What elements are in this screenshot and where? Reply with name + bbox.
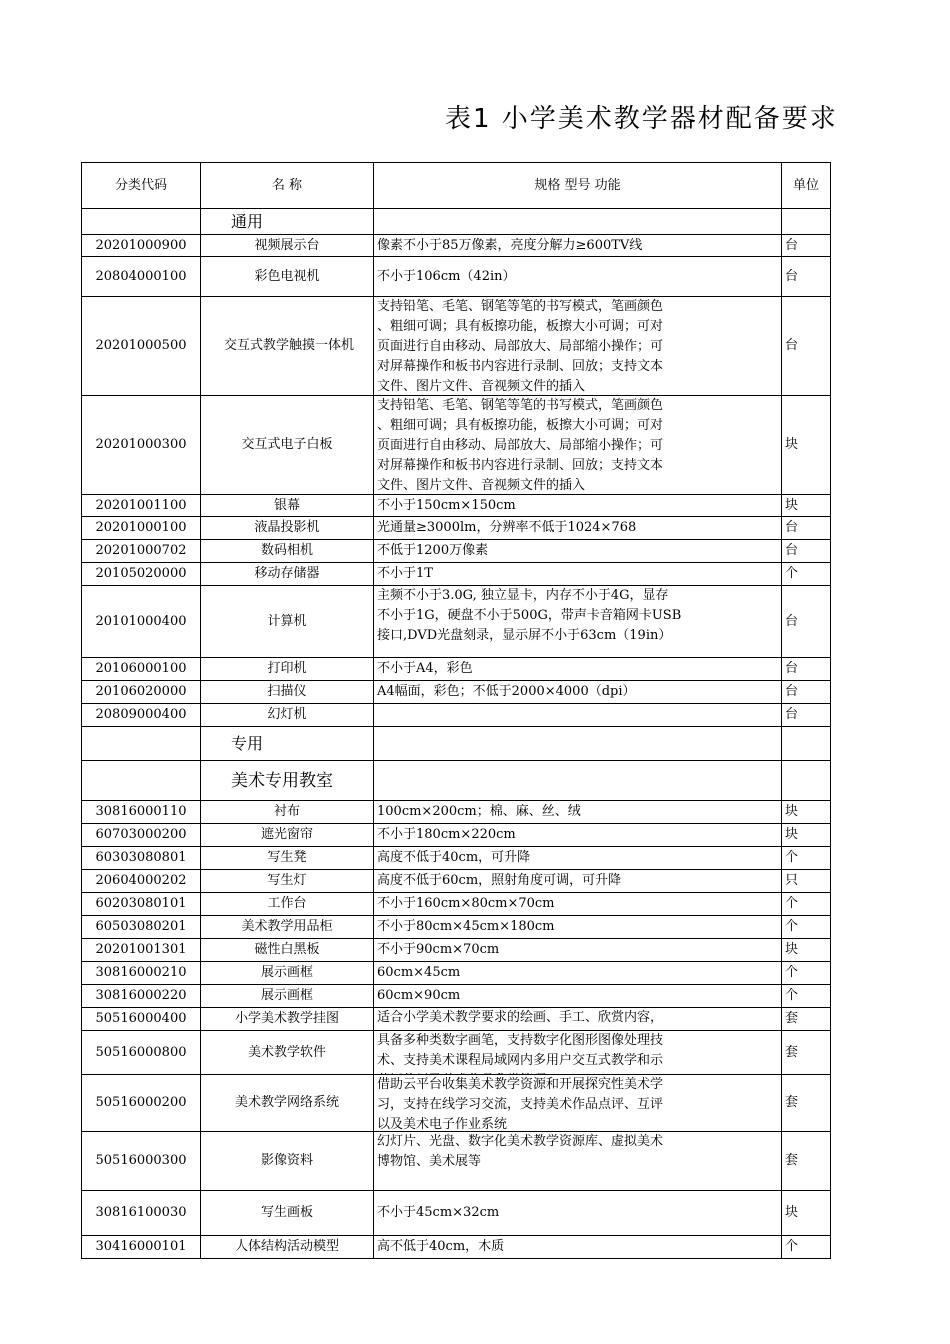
item-spec-line: 高度不低于60cm，照射角度可调，可升降 [377,873,622,888]
item-spec [374,801,782,824]
item-code: 20201000500 [82,297,201,396]
item-unit: 个 [782,847,831,870]
item-spec-line: 以及美术电子作业系统 [377,1117,508,1131]
item-spec-line: 接口,DVD光盘刻录，显示屏不小于63cm（19in） [377,628,672,643]
item-code: 30816100030 [82,1191,201,1236]
item-spec-line: 不小于1G，硬盘不小于500G，带声卡音箱网卡USB [377,608,682,623]
table-row [82,847,831,870]
item-code: 20201000900 [82,235,201,257]
item-unit: 只 [782,870,831,893]
table-row [82,1031,831,1075]
item-spec [374,985,782,1008]
item-spec-line: 术、支持美术课程局域网内多用户交互式教学和示 [377,1053,664,1068]
item-code: 20604000202 [82,870,201,893]
item-unit: 块 [782,396,831,495]
item-spec [374,1075,782,1132]
item-code: 20804000100 [82,257,201,297]
item-unit: 个 [782,962,831,985]
item-code: 30816000210 [82,962,201,985]
item-name: 液晶投影机 [201,517,374,540]
table-row [82,1008,831,1031]
item-code: 20201000100 [82,517,201,540]
item-spec-line: 习，支持在线学习交流，支持美术作品点评、互评 [377,1097,664,1112]
item-name: 影像资料 [201,1132,374,1191]
item-spec-line: 页面进行自由移动、局部放大、局部缩小操作；可 [377,438,664,453]
item-unit: 台 [782,517,831,540]
item-spec-line: 不小于90cm×70cm [377,942,500,957]
section-code-cell [82,727,201,761]
item-code: 50516000300 [82,1132,201,1191]
item-name: 美术教学软件 [201,1031,374,1075]
item-code: 30416000101 [82,1236,201,1259]
item-spec-line: 、粗细可调；具有板擦功能，板擦大小可调；可对 [377,418,664,433]
item-spec-line: 对屏幕操作和板书内容进行录制、回放；支持文本 [377,359,664,374]
item-spec-line: 、粗细可调；具有板擦功能，板擦大小可调；可对 [377,319,664,334]
item-spec [374,1236,782,1259]
item-spec [374,517,782,540]
table-row [82,257,831,297]
item-spec-line: 不小于A4，彩色 [377,661,473,676]
item-name: 计算机 [201,586,374,658]
table-row [82,396,831,495]
item-code: 20809000400 [82,704,201,727]
item-unit: 台 [782,297,831,396]
item-name: 衬布 [201,801,374,824]
table-row [82,540,831,563]
table-row [82,517,831,540]
item-code: 60303080801 [82,847,201,870]
table-row [82,916,831,939]
item-spec-line: 页面进行自由移动、局部放大、局部缩小操作；可 [377,339,664,354]
table-row [82,297,831,396]
item-spec-line: 幻灯片、光盘、数字化美术教学资源库、虚拟美术 [377,1134,664,1149]
section-row [82,209,831,235]
item-code: 60503080201 [82,916,201,939]
item-spec-line: 不小于150cm×150cm [377,497,516,513]
item-spec [374,658,782,681]
item-name: 数码相机 [201,540,374,563]
item-name: 写生灯 [201,870,374,893]
item-name: 银幕 [201,495,374,517]
table-row [82,801,831,824]
table-row [82,1191,831,1236]
item-spec-line: 高不低于40cm，木质 [377,1239,505,1254]
item-name: 磁性白黑板 [201,939,374,962]
item-spec [374,916,782,939]
table-row [82,939,831,962]
item-spec [374,1031,782,1075]
item-unit: 个 [782,916,831,939]
section-spec-cell [374,761,782,801]
item-name: 工作台 [201,893,374,916]
item-unit: 台 [782,540,831,563]
section-row [82,727,831,761]
item-name: 彩色电视机 [201,257,374,297]
table-row [82,962,831,985]
header-unit: 单位 [782,163,831,209]
item-spec [374,962,782,985]
table-row [82,1132,831,1191]
item-unit: 个 [782,563,831,586]
table-row [82,235,831,257]
item-spec-line: 博物馆、美术展等 [377,1154,482,1169]
item-code: 20201001301 [82,939,201,962]
item-unit: 块 [782,939,831,962]
item-spec-line: 高度不低于40cm，可升降 [377,850,531,865]
item-spec-line: 文件、图片文件、音视频文件的插入 [377,478,586,493]
item-spec [374,540,782,563]
item-code: 20201000702 [82,540,201,563]
item-name: 扫描仪 [201,681,374,704]
section-unit-cell [782,761,831,801]
item-spec [374,235,782,257]
header-code: 分类代码 [82,163,201,209]
item-code: 20201000300 [82,396,201,495]
item-code: 30816000110 [82,801,201,824]
item-name: 视频展示台 [201,235,374,257]
item-spec-line: 借助云平台收集美术教学资源和开展探究性美术学 [377,1077,664,1092]
item-unit: 台 [782,235,831,257]
item-name: 交互式教学触摸一体机 [201,297,374,396]
item-spec-line: 文件、图片文件、音视频文件的插入 [377,379,586,394]
item-unit: 套 [782,1008,831,1031]
item-code: 60703000200 [82,824,201,847]
table-row [82,1075,831,1132]
item-unit: 块 [782,801,831,824]
item-spec-line: 不小于160cm×80cm×70cm [377,896,555,911]
section-label: 美术专用教室 [201,761,374,801]
item-code: 50516000200 [82,1075,201,1132]
item-spec-line: 主频不小于3.0G, 独立显卡，内存不小于4G，显存 [377,588,669,603]
item-spec [374,704,782,727]
section-spec-cell [374,727,782,761]
item-code: 50516000400 [82,1008,201,1031]
equipment-table [81,162,831,1259]
item-spec [374,586,782,658]
item-spec [374,1008,782,1031]
item-name: 写生凳 [201,847,374,870]
item-name: 美术教学用品柜 [201,916,374,939]
item-unit: 台 [782,681,831,704]
item-spec-line: 光通量≥3000lm，分辨率不低于1024×768 [377,520,637,535]
item-spec-line: A4幅面，彩色；不低于2000×4000（dpi） [377,684,636,699]
item-unit: 个 [782,893,831,916]
item-spec [374,563,782,586]
item-spec-line: 不小于1T [377,566,433,581]
item-spec [374,396,782,495]
item-name: 遮光窗帘 [201,824,374,847]
table-row [82,681,831,704]
item-spec-line: 60cm×45cm [377,965,461,980]
item-unit: 台 [782,586,831,658]
section-label: 专用 [201,727,374,761]
item-spec-line: 具备多种类数字画笔，支持数字化图形图像处理技 [377,1033,664,1048]
table-row [82,563,831,586]
item-name: 幻灯机 [201,704,374,727]
item-spec-line: 不小于180cm×220cm [377,827,516,842]
item-code: 20101000400 [82,586,201,658]
item-spec [374,824,782,847]
item-spec-line: 不低于1200万像素 [377,543,489,558]
table-row [82,586,831,658]
table-row [82,985,831,1008]
item-spec-line: 支持铅笔、毛笔、钢笔等笔的书写模式，笔画颜色 [377,299,664,314]
item-name: 写生画板 [201,1191,374,1236]
item-spec-line: 100cm×200cm；棉、麻、丝、绒 [377,804,581,819]
item-spec [374,1191,782,1236]
item-spec-line: 适合小学美术教学要求的绘画、手工、欣赏内容， [377,1010,664,1025]
item-spec-line: 60cm×90cm [377,988,461,1003]
table-row [82,893,831,916]
item-unit: 块 [782,1191,831,1236]
item-code: 20106000100 [82,658,201,681]
item-spec-line: 不小于45cm×32cm [377,1205,500,1220]
item-spec [374,297,782,396]
item-spec [374,495,782,517]
item-name: 交互式电子白板 [201,396,374,495]
section-unit-cell [782,209,831,235]
header-name: 名 称 [201,163,374,209]
item-spec [374,939,782,962]
table-row [82,1236,831,1259]
section-unit-cell [782,727,831,761]
item-spec-line: 不小于80cm×45cm×180cm [377,919,555,934]
item-name: 展示画框 [201,985,374,1008]
item-unit: 块 [782,495,831,517]
item-name: 打印机 [201,658,374,681]
item-unit: 套 [782,1075,831,1132]
section-row [82,761,831,801]
item-name: 小学美术教学挂图 [201,1008,374,1031]
table-row [82,824,831,847]
section-code-cell [82,209,201,235]
item-code: 20201001100 [82,495,201,517]
item-code: 50516000800 [82,1031,201,1075]
item-unit: 台 [782,658,831,681]
section-spec-cell [374,209,782,235]
item-unit: 台 [782,257,831,297]
item-spec-line: 像素不小于85万像素，亮度分解力≥600TV线 [377,237,643,253]
section-label: 通用 [201,209,374,235]
table-row [82,495,831,517]
section-code-cell [82,761,201,801]
item-name: 展示画框 [201,962,374,985]
item-unit: 个 [782,985,831,1008]
item-unit: 个 [782,1236,831,1259]
item-unit: 块 [782,824,831,847]
item-name: 美术教学网络系统 [201,1075,374,1132]
item-spec [374,257,782,297]
table-header-row [82,163,831,209]
item-spec [374,1132,782,1191]
page-title: 表1 小学美术教学器材配备要求 [445,104,838,134]
table-row [82,870,831,893]
table-row [82,704,831,727]
item-spec-line: 支持铅笔、毛笔、钢笔等笔的书写模式，笔画颜色 [377,398,664,413]
item-spec-line: 不小于106cm（42in） [377,268,516,284]
item-name: 移动存储器 [201,563,374,586]
item-code: 30816000220 [82,985,201,1008]
item-code: 20105020000 [82,563,201,586]
item-code: 60203080101 [82,893,201,916]
item-name: 人体结构活动模型 [201,1236,374,1259]
item-spec [374,681,782,704]
item-code: 20106020000 [82,681,201,704]
item-spec [374,847,782,870]
item-spec-line: 对屏幕操作和板书内容进行录制、回放；支持文本 [377,458,664,473]
item-spec [374,893,782,916]
header-spec: 规格 型号 功能 [374,163,782,209]
table-row [82,658,831,681]
item-unit: 套 [782,1132,831,1191]
item-unit: 台 [782,704,831,727]
item-unit: 套 [782,1031,831,1075]
item-spec [374,870,782,893]
